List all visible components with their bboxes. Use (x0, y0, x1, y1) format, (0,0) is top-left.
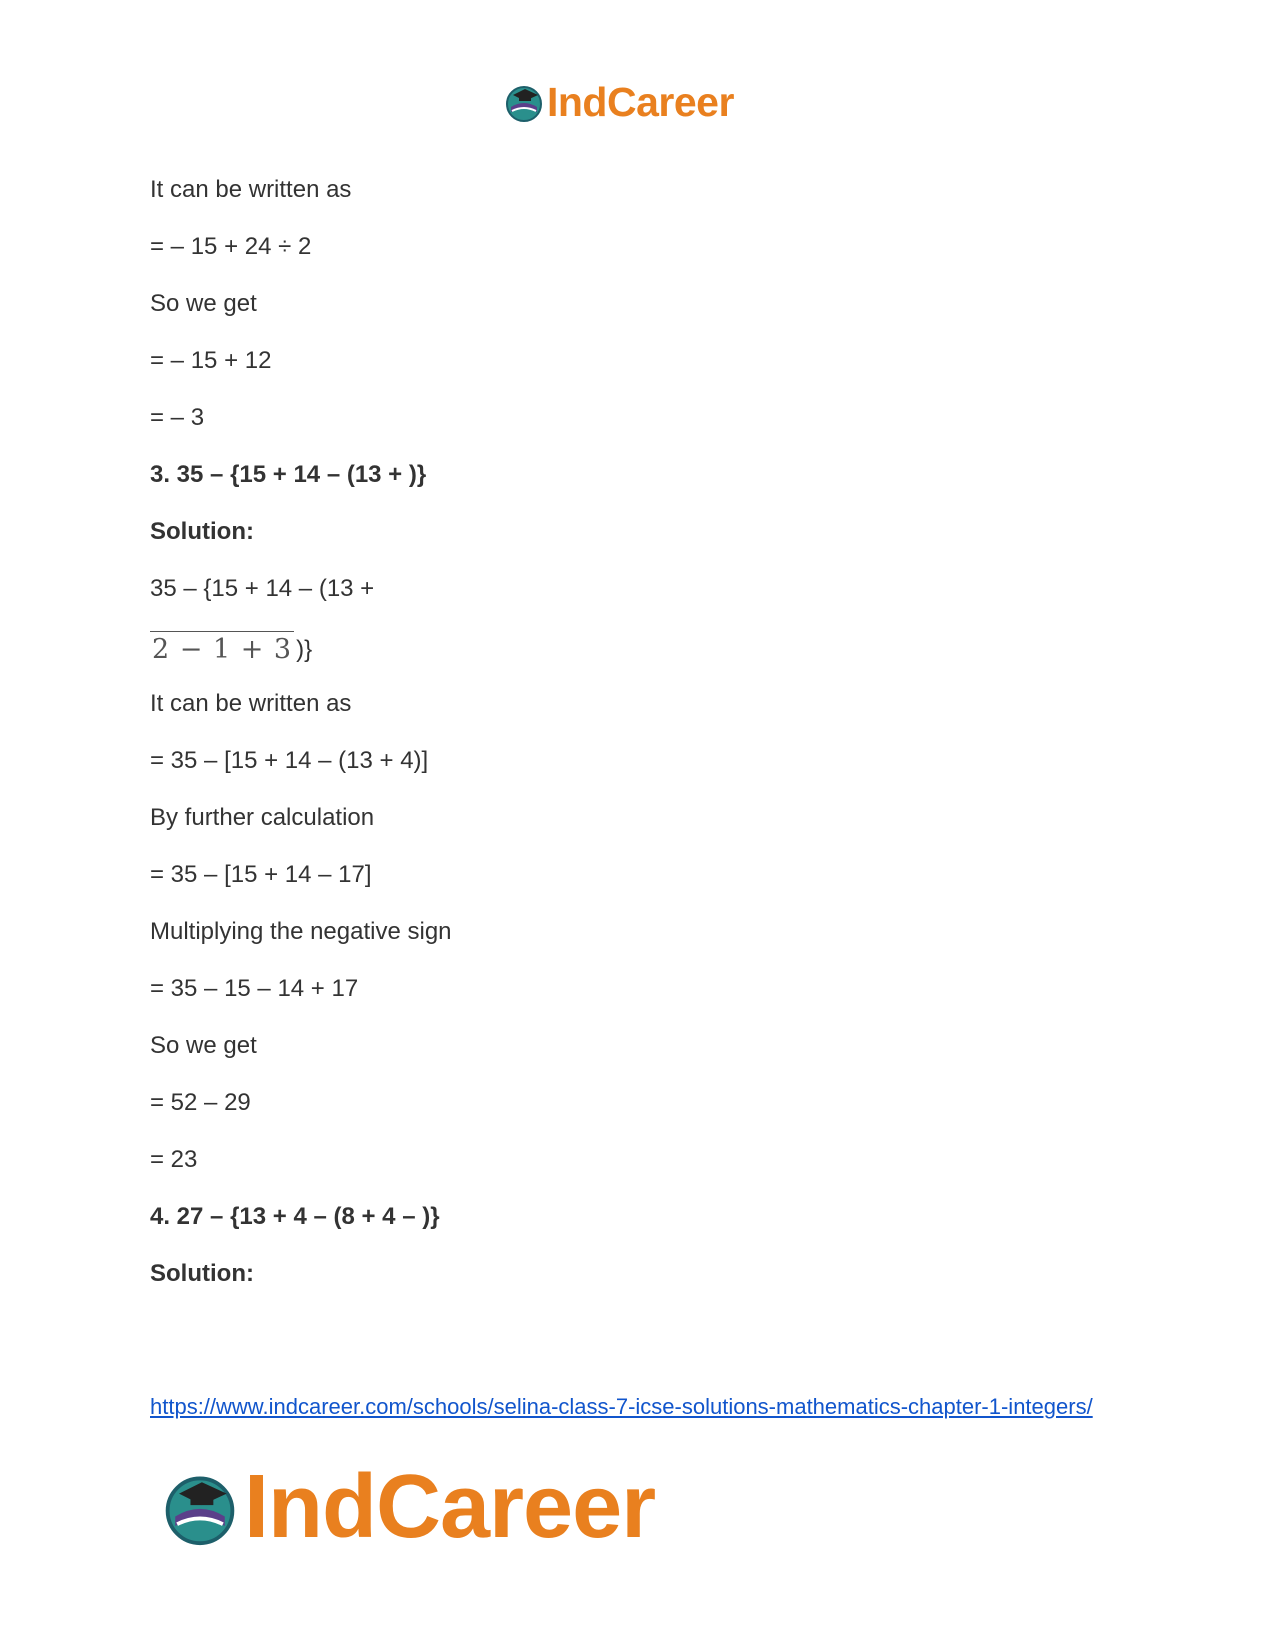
text-line: By further calculation (150, 804, 375, 831)
equation-line: = 35 – [15 + 14 – (13 + 4)] (150, 747, 429, 774)
globe-graduation-cap-icon (160, 1467, 240, 1547)
overline-expression-line (150, 626, 312, 666)
text-line: So we get (150, 290, 257, 317)
equation-line: = 35 – 15 – 14 + 17 (150, 975, 359, 1002)
source-url-link[interactable]: https://www.indcareer.com/schools/selina-class-7-icse-solutions-mathematics-chapter-1-integers/ (150, 1394, 1093, 1419)
question-heading: 4. 27 – {13 + 4 – (8 + 4 – )} (150, 1203, 440, 1230)
solution-label: Solution: (150, 1260, 254, 1287)
logo-wordmark: IndCareer (244, 1457, 656, 1557)
globe-graduation-cap-icon (503, 81, 545, 123)
text-line: It can be written as (150, 690, 352, 717)
equation-line: = 23 (150, 1146, 198, 1173)
question-heading: 3. 35 – {15 + 14 – (13 + )} (150, 461, 427, 488)
text-line: Multiplying the negative sign (150, 918, 452, 945)
header-logo (503, 78, 734, 126)
solution-label: Solution: (150, 518, 254, 545)
text-line: It can be written as (150, 176, 352, 203)
footer-logo (160, 1457, 656, 1557)
equation-line: = – 15 + 24 ÷ 2 (150, 233, 312, 260)
equation-line: = – 3 (150, 404, 205, 431)
text-line: So we get (150, 1032, 257, 1059)
overline-expression: 2 − 1 + 3 (150, 631, 294, 666)
logo-wordmark: IndCareer (547, 78, 734, 125)
equation-line: = 35 – [15 + 14 – 17] (150, 861, 372, 888)
equation-line: 35 – {15 + 14 – (13 + (150, 575, 375, 602)
equation-line: = 52 – 29 (150, 1089, 251, 1116)
expression-tail: )} (296, 636, 313, 663)
equation-line: = – 15 + 12 (150, 347, 272, 374)
